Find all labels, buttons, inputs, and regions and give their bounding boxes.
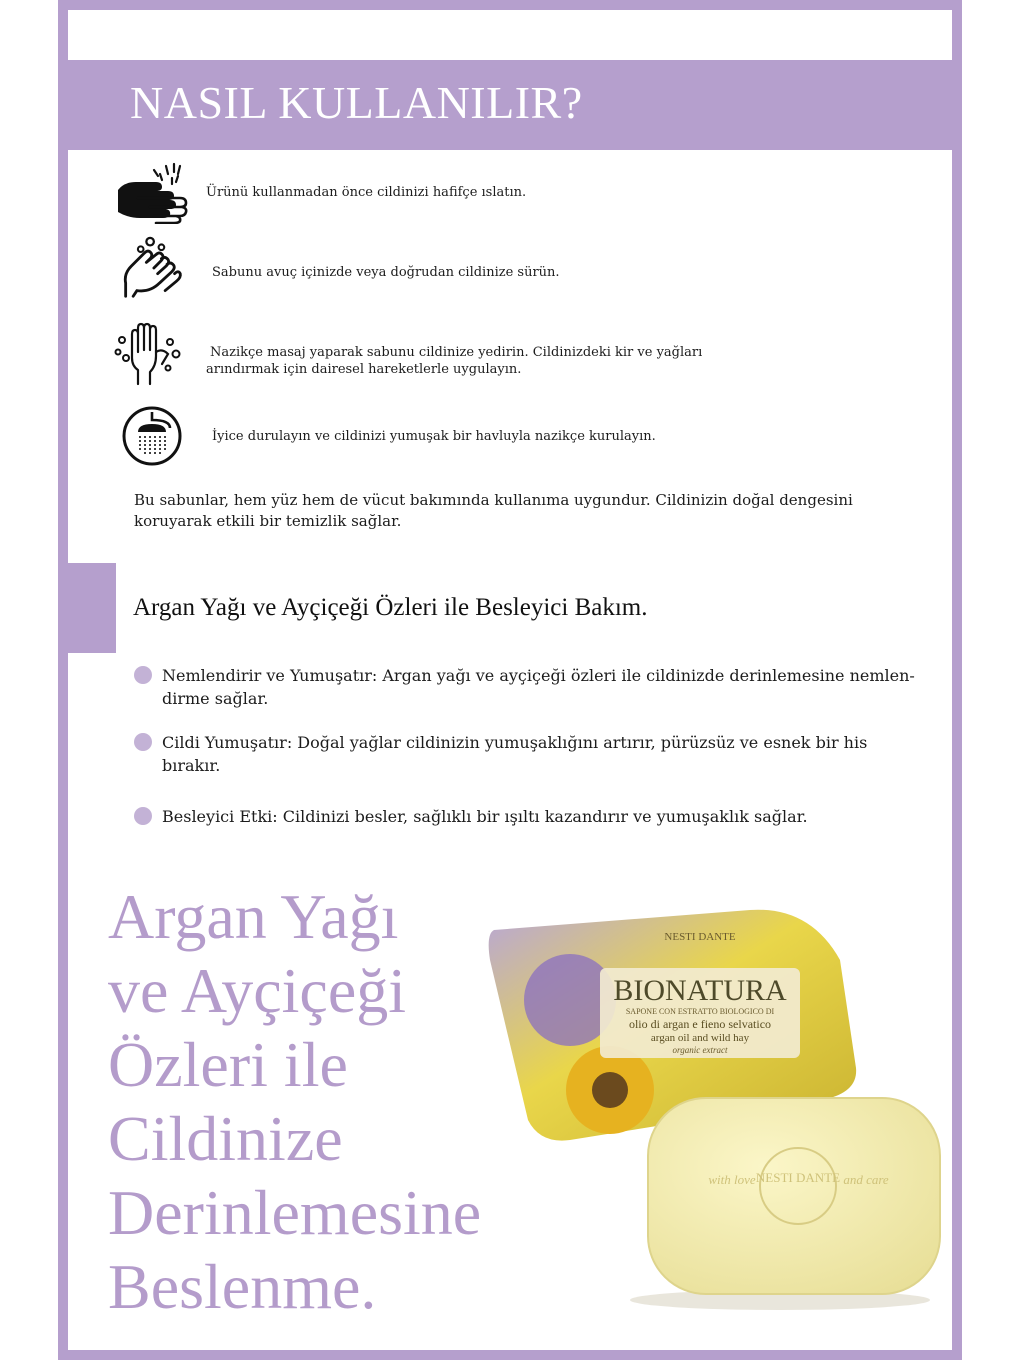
- benefit-1-line2: dirme sağlar.: [162, 689, 269, 708]
- frame-left: [58, 0, 68, 1360]
- shower-icon: [110, 404, 194, 468]
- step-3-text-line1: Nazikçe masaj yaparak sabunu cildinize yedirin. Cildinizdeki kir ve yağları: [210, 345, 703, 360]
- line-name: BIONATURA: [613, 974, 787, 1007]
- promo-line-3: Özleri ile: [108, 1029, 348, 1100]
- benefit-1-line1: Nemlendirir ve Yumuşatır: Argan yağı ve ayçiçeği özleri ile cildinizde derinlemesine nemlen-: [162, 666, 915, 685]
- step-2-text: Sabunu avuç içinizde veya doğrudan cildinize sürün.: [212, 265, 560, 280]
- lather-hands-icon: [110, 236, 194, 300]
- sub-label-2: olio di argan e fieno selvatico: [628, 1017, 772, 1031]
- step-4-text: İyice durulayın ve cildinizi yumuşak bir havluyla nazikçe kurulayın.: [212, 429, 656, 444]
- sunflower-center: [592, 1072, 628, 1108]
- page-title: NASIL KULLANILIR?: [130, 77, 583, 128]
- usage-note: [134, 490, 894, 532]
- promo-line-1: Argan Yağı: [108, 881, 399, 952]
- promo-line-5: Derinlemesine: [108, 1177, 482, 1248]
- step-3-text-line2: arındırmak için dairesel hareketlerle uygulayın.: [206, 362, 522, 377]
- bullet-dot-icon: [134, 733, 152, 751]
- step-1-text: Ürünü kullanmadan önce cildinizi hafifçe ıslatın.: [206, 185, 527, 200]
- benefit-3-line1: Besleyici Etki: Cildinizi besler, sağlıklı bir ışıltı kazandırır ve yumuşaklık sağlar.: [162, 807, 808, 826]
- usage-note-line1: Bu sabunlar, hem yüz hem de vücut bakımında kullanıma uygundur. Cildinizin doğal dengesini: [134, 491, 853, 509]
- usage-note-line2: koruyarak etkili bir temizlik sağlar.: [134, 512, 402, 530]
- benefit-3-text: [162, 805, 942, 828]
- sub-label-3: argan oil and wild hay: [650, 1032, 750, 1044]
- promo-line-4: Cildinize: [108, 1103, 343, 1174]
- soap-right-text: and care: [843, 1172, 889, 1187]
- massage-hands-icon: [110, 322, 194, 386]
- section-side-tab: [58, 563, 116, 653]
- benefit-2-line2: bırakır.: [162, 756, 221, 775]
- soap-bar: [648, 1098, 940, 1294]
- soap-left-text: with love: [708, 1172, 756, 1187]
- sub-label-4: organic extract: [672, 1045, 728, 1055]
- promo-line-2: ve Ayçiçeği: [108, 955, 406, 1026]
- brand-label: NESTI DANTE: [664, 931, 736, 943]
- wet-hands-icon: [110, 160, 194, 224]
- frame-bottom: [58, 1350, 962, 1360]
- promo-line-6: Beslenme.: [108, 1251, 377, 1322]
- bullet-dot-icon: [134, 807, 152, 825]
- benefit-2-text: [162, 731, 942, 777]
- section-title: Argan Yağı ve Ayçiçeği Özleri ile Besleyici Bakım.: [133, 594, 648, 621]
- soap-brand: NESTI DANTE: [755, 1170, 841, 1185]
- product-image: [480, 840, 950, 1310]
- bullet-dot-icon: [134, 666, 152, 684]
- sub-label-1: SAPONE CON ESTRATTO BIOLOGICO DI: [625, 1007, 775, 1016]
- frame-right: [952, 0, 962, 1360]
- benefit-2-line1: Cildi Yumuşatır: Doğal yağlar cildinizin yumuşaklığını artırır, pürüzsüz ve esnek bir his: [162, 733, 868, 752]
- benefit-1-text: [162, 664, 942, 710]
- frame-top: [58, 0, 962, 10]
- promo-headline: [108, 880, 528, 1324]
